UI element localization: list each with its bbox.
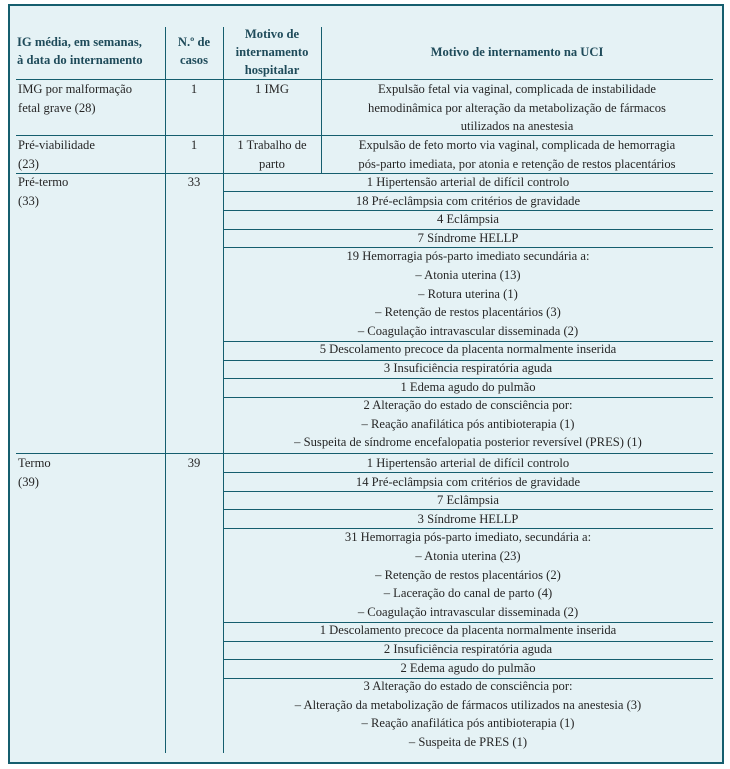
cell-ig bbox=[18, 454, 51, 491]
uci-item: 1 Hipertensão arterial de difícil controlo bbox=[366, 175, 570, 189]
uci-item: 18 Pré-eclâmpsia com critérios de gravidade bbox=[355, 193, 581, 208]
uci-item: 5 Descolamento precoce da placenta normalmente inserida bbox=[319, 342, 617, 357]
cell-line: Expulsão fetal via vaginal, complicada de instabilidade bbox=[377, 82, 656, 96]
uci-subitem: – Laceração do canal de parto (4) bbox=[383, 586, 553, 601]
cell-line: IMG por malformação bbox=[18, 82, 133, 96]
header-hosp-line: hospitalar bbox=[244, 63, 300, 77]
cell-line: (39) bbox=[18, 474, 39, 489]
header-n-line: casos bbox=[180, 53, 208, 67]
uci-subitem: – Alteração da metabolização de fármacos utilizados na anestesia (3) bbox=[294, 697, 642, 712]
uci-subitem: – Suspeita de PRES (1) bbox=[408, 734, 528, 749]
cell-n: 39 bbox=[187, 456, 201, 470]
uci-item: 19 Hemorragia pós-parto imediato secundária a: bbox=[346, 249, 590, 264]
uci-subitem: – Rotura uterina (1) bbox=[418, 286, 518, 301]
uci-subitem: – Suspeita de síndrome encefalopatia posterior reversível (PRES) (1) bbox=[294, 435, 642, 450]
cell-hosp bbox=[223, 136, 321, 173]
cell-uci-list bbox=[223, 454, 713, 752]
uci-subitem: – Reação anafilática pós antibioterapia (1) bbox=[361, 416, 575, 431]
cell-n: 1 bbox=[190, 82, 198, 96]
cell-line: utilizados na anestesia bbox=[460, 119, 574, 134]
cell-line: hemodinâmica por alteração da metabolização de fármacos bbox=[368, 100, 666, 115]
header-n bbox=[165, 33, 223, 69]
uci-item: 3 Insuficiência respiratória aguda bbox=[383, 360, 553, 375]
cell-line: Expulsão de feto morto via vaginal, complicada de hemorragia bbox=[358, 138, 676, 152]
uci-item: 3 Alteração do estado de consciência por: bbox=[363, 679, 573, 694]
cell-ig bbox=[18, 80, 132, 117]
header-hosp bbox=[223, 25, 321, 79]
cell-line: (23) bbox=[18, 156, 39, 171]
cell-uci bbox=[321, 136, 713, 173]
uci-subitem: – Coagulação intravascular disseminada (2) bbox=[357, 604, 579, 619]
uci-subitem: – Atonia uterina (13) bbox=[415, 267, 521, 282]
uci-item: 2 Edema agudo do pulmão bbox=[400, 660, 536, 675]
cell-hosp bbox=[223, 80, 321, 99]
uci-item: 31 Hemorragia pós-parto imediato, secundária a: bbox=[344, 530, 592, 545]
cell-line: parto bbox=[259, 156, 285, 171]
uci-item: 7 Eclâmpsia bbox=[437, 493, 499, 508]
cell-uci bbox=[321, 80, 713, 136]
uci-subitem: – Reação anafilática pós antibioterapia (1) bbox=[361, 716, 575, 731]
cell-line: Pré-termo bbox=[18, 175, 69, 189]
cell-ig bbox=[18, 173, 68, 210]
uci-item: 3 Síndrome HELLP bbox=[417, 511, 519, 526]
header-hosp-line: Motivo de bbox=[244, 27, 300, 41]
header-n-line: N.º de bbox=[177, 35, 211, 49]
cell-ig bbox=[18, 136, 95, 173]
uci-item: 14 Pré-eclâmpsia com critérios de gravidade bbox=[355, 474, 581, 489]
cell-line: Termo bbox=[18, 456, 51, 470]
header-ig bbox=[17, 33, 167, 69]
cell-line: pós-parto imediata, por atonia e retenção de restos placentários bbox=[358, 156, 676, 171]
uci-subitem: – Retenção de restos placentários (3) bbox=[375, 305, 561, 320]
header-uci: Motivo de internamento na UCI bbox=[430, 45, 604, 59]
uci-item: 2 Insuficiência respiratória aguda bbox=[383, 641, 553, 656]
cell-line: (33) bbox=[18, 193, 39, 208]
uci-item: 1 Edema agudo do pulmão bbox=[400, 379, 536, 394]
uci-item: 4 Eclâmpsia bbox=[437, 212, 499, 227]
cell-line: 1 Trabalho de bbox=[237, 138, 307, 152]
uci-subitem: – Coagulação intravascular disseminada (2) bbox=[357, 323, 579, 338]
uci-item: 2 Alteração do estado de consciência por: bbox=[363, 398, 573, 413]
cell-n: 33 bbox=[187, 175, 201, 189]
header-ig-line: IG média, em semanas, bbox=[17, 35, 142, 49]
cell-uci-list bbox=[223, 173, 713, 452]
header-hosp-line: internamento bbox=[235, 45, 309, 59]
uci-subitem: – Retenção de restos placentários (2) bbox=[375, 567, 561, 582]
cell-n: 1 bbox=[190, 138, 198, 152]
cell-line: fetal grave (28) bbox=[18, 100, 96, 115]
cell-line: Pré-viabilidade bbox=[18, 138, 95, 152]
uci-item: 1 Descolamento precoce da placenta normalmente inserida bbox=[319, 623, 617, 638]
uci-item: 1 Hipertensão arterial de difícil controlo bbox=[366, 456, 570, 470]
header-ig-line: à data do internamento bbox=[17, 53, 143, 67]
uci-subitem: – Atonia uterina (23) bbox=[415, 548, 521, 563]
uci-item: 7 Síndrome HELLP bbox=[417, 230, 519, 245]
cell-line: 1 IMG bbox=[255, 82, 289, 96]
